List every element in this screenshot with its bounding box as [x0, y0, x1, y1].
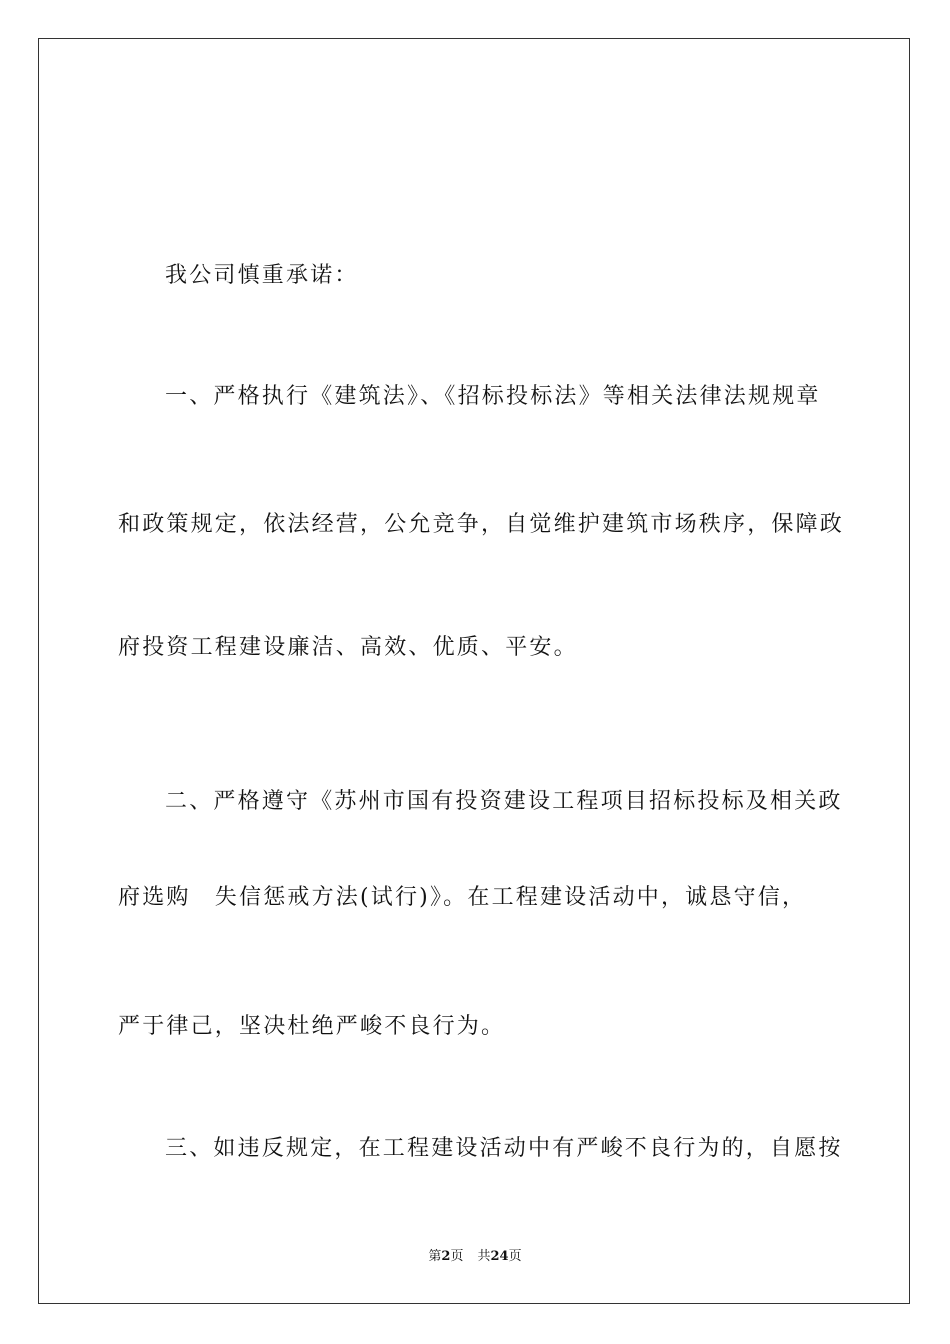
body-line-clause-2: 二、严格遵守《苏州市国有投资建设工程项目招标投标及相关政	[165, 789, 843, 814]
page-footer	[0, 1248, 950, 1266]
page-frame	[38, 38, 910, 1304]
body-line-clause-1: 一、严格执行《建筑法》、《招标投标法》等相关法律法规规章	[165, 384, 821, 409]
body-line-clause-1-cont: 和政策规定，依法经营，公允竞争，自觉维护建筑市场秩序，保障政	[118, 512, 845, 537]
total-prefix: 共	[477, 1249, 491, 1264]
page-suffix: 页	[450, 1249, 464, 1264]
total-pages: 24	[490, 1249, 509, 1264]
total-suffix: 页	[508, 1249, 522, 1264]
body-line-intro: 我公司慎重承诺：	[165, 263, 359, 288]
page-prefix: 第	[428, 1249, 442, 1264]
body-line-clause-1-end: 府投资工程建设廉洁、高效、优质、平安。	[118, 635, 578, 660]
body-line-clause-2-cont: 府选购 失信惩戒方法(试行)》。在工程建设活动中，诚恳守信，	[118, 885, 807, 910]
page-number: 2	[441, 1249, 451, 1264]
body-line-clause-2-end: 严于律己，坚决杜绝严峻不良行为。	[118, 1014, 506, 1039]
body-line-clause-3: 三、如违反规定，在工程建设活动中有严峻不良行为的，自愿按	[165, 1136, 843, 1161]
